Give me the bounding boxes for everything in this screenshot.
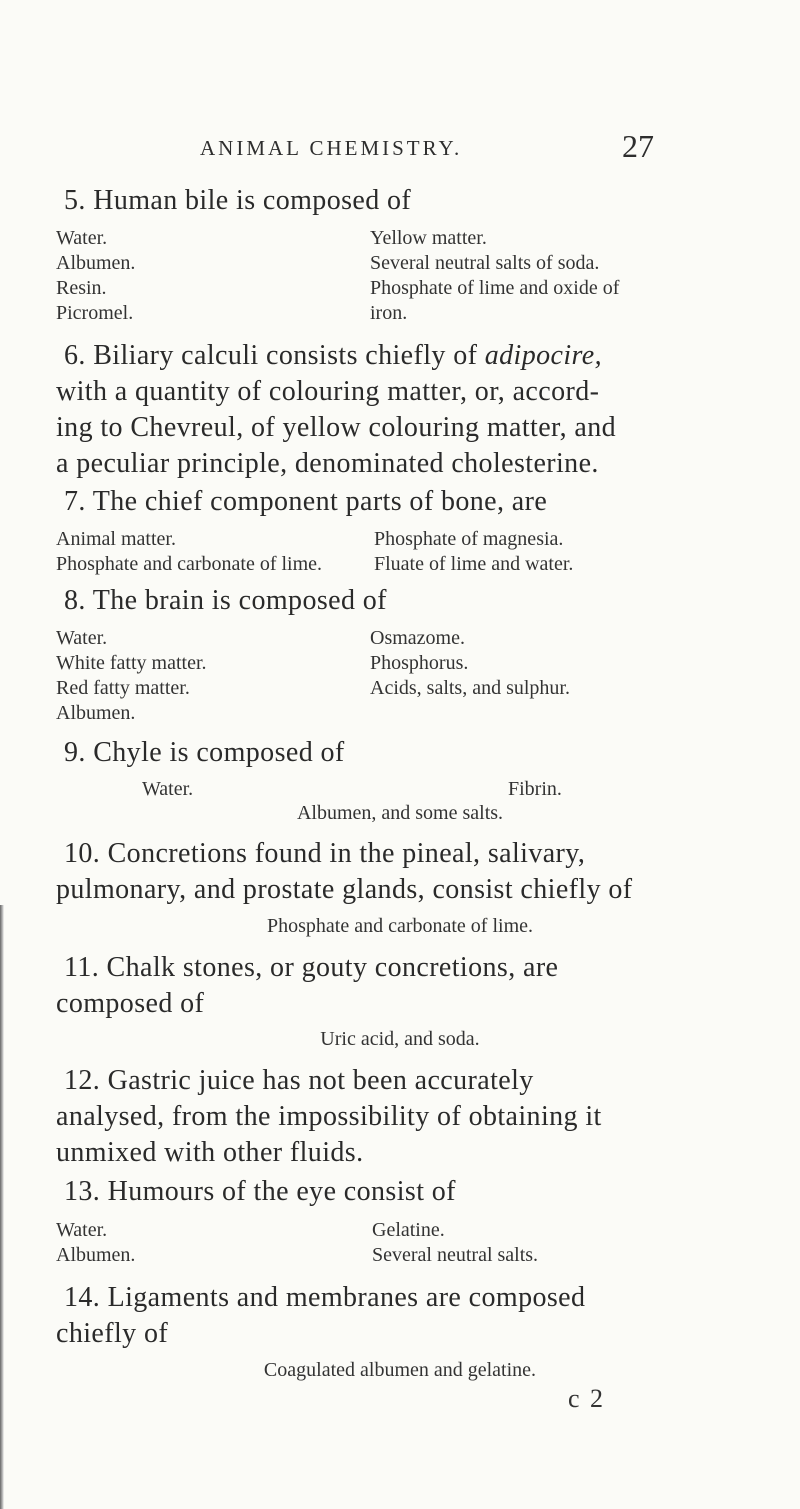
section-10-paragraph: 10. Concretions found in the pineal, salivary, pulmonary, and prostate glands, consist chiefly of — [56, 838, 633, 905]
section-8-heading: 8. The brain is composed of — [64, 585, 387, 616]
page-header — [0, 128, 800, 168]
signature-mark: c 2 — [568, 1384, 606, 1413]
list-item: Yellow matter. — [370, 227, 487, 249]
section-14-paragraph: 14. Ligaments and membranes are composed chiefly of — [56, 1282, 586, 1349]
section-5-heading: 5. Human bile is composed of — [64, 185, 412, 216]
list-item: Albumen. — [56, 702, 136, 724]
list-item: Phosphate and carbonate of lime. — [56, 553, 323, 575]
section-13-heading: 13. Humours of the eye consist of — [64, 1176, 456, 1207]
list-item: Fibrin. — [508, 778, 562, 800]
list-item: Water. — [56, 627, 108, 649]
list-item-centered: Coagulated albumen and gelatine. — [263, 1359, 537, 1381]
list-item: Water. — [56, 1219, 108, 1241]
list-item: Phosphorus. — [370, 652, 469, 674]
list-item: Albumen. — [56, 252, 136, 274]
list-item: Phosphate of magnesia. — [374, 528, 564, 550]
list-item: iron. — [370, 302, 408, 324]
page-number: 27 — [622, 128, 654, 164]
list-item: Acids, salts, and sulphur. — [370, 677, 570, 699]
page-edge-shadow — [0, 905, 4, 1509]
list-item: White fatty matter. — [56, 652, 207, 674]
list-item: Water. — [142, 778, 194, 800]
section-11-paragraph: 11. Chalk stones, or gouty concretions, are composed of — [56, 952, 559, 1019]
list-item: Osmazome. — [370, 627, 465, 649]
list-item-centered: Uric acid, and soda. — [320, 1028, 480, 1050]
italic-term: adipocire, — [484, 340, 603, 371]
section-7-heading: 7. The chief component parts of bone, are — [64, 486, 548, 517]
list-item: Several neutral salts. — [372, 1244, 539, 1266]
list-item: Several neutral salts of soda. — [370, 252, 600, 274]
section-12-paragraph: 12. Gastric juice has not been accurately analysed, from the impossibility of obtaining it unmixed with other fluids. — [56, 1065, 602, 1168]
section-9-heading: 9. Chyle is composed of — [64, 737, 345, 768]
list-item: Fluate of lime and water. — [374, 553, 574, 575]
list-item: Resin. — [56, 277, 107, 299]
list-item: Phosphate of lime and oxide of — [370, 277, 620, 299]
list-item-centered: Albumen, and some salts. — [296, 802, 504, 824]
list-item: Animal matter. — [56, 528, 176, 550]
list-item: Water. — [56, 227, 108, 249]
list-item: Gelatine. — [372, 1219, 445, 1241]
list-item: Albumen. — [56, 1244, 136, 1266]
list-item-centered: Phosphate and carbonate of lime. — [266, 915, 534, 937]
list-item: Red fatty matter. — [56, 677, 190, 699]
section-6-paragraph: 6. Biliary calculi consists chiefly of adipocire, with a quantity of colouring matter, or, accord- ing to Chevreul, of yellow colouring matter, and a peculiar principle, denominated cholesterine. — [56, 340, 617, 479]
list-item: Picromel. — [56, 302, 134, 324]
running-title: ANIMAL CHEMISTRY. — [200, 136, 463, 160]
